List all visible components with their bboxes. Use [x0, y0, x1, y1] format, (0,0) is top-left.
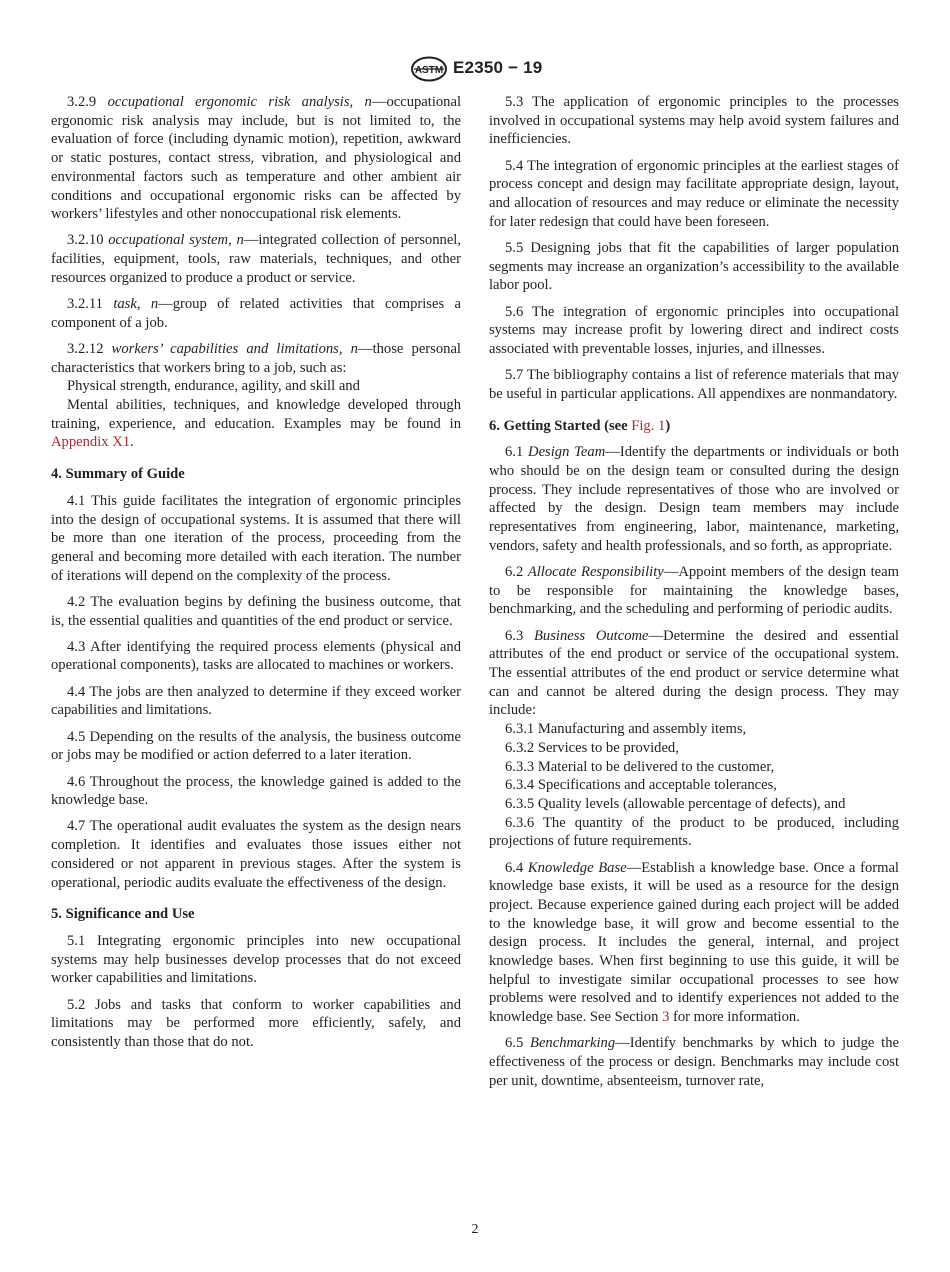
- paragraph-5-2: 5.2 Jobs and tasks that conform to worker capabilities and limitations may be performed more efficiently, safely, and consistently than those that do not.: [51, 996, 461, 1050]
- paragraph-6-1: 6.1 Design Team—Identify the departments or individuals or both who should be on the design team or consulted during the design process. They include representatives of those who are involved or affected by the design. Design team members may include representatives from engineering, labor, maintenance, marketing, vendors, safety and health professionals, and so forth, as appropriate.: [489, 444, 899, 554]
- paragraph-5-6: 5.6 The integration of ergonomic principles into occupational systems may increase profit by lowering direct and indirect costs associated with preventable losses, injuries, and illnesses.: [489, 303, 899, 357]
- paragraph-6-5: 6.5 Benchmarking—Identify benchmarks by which to judge the effectiveness of the process or design. Benchmarks may include cost per unit, downtime, absenteeism, turnover rate,: [489, 1035, 899, 1089]
- svg-text:ASTM: ASTM: [414, 65, 444, 76]
- astm-logo-icon: [410, 56, 448, 82]
- paragraph-5-3: 5.3 The application of ergonomic principles to the processes involved in occupational systems may help avoid system failures and inefficiencies.: [489, 94, 899, 148]
- paragraph-4-3: 4.3 After identifying the required process elements (physical and operational components), tasks are allocated to machines or workers.: [51, 638, 461, 674]
- list-item-6-3-4: 6.3.4 Specifications and acceptable tolerances,: [505, 777, 777, 794]
- page-number: 2: [471, 1222, 479, 1237]
- paragraph-6-2: 6.2 Allocate Responsibility—Appoint members of the design team to be responsible for maintaining the knowledge bases, benchmarking, and the scheduling and performing of periodic audits.: [489, 563, 899, 618]
- definition-3-2-12-item-2: Mental abilities, techniques, and knowledge developed through training, experience, and education. Examples may be found in Appendix X1.: [51, 397, 461, 451]
- list-item-6-3-3: 6.3.3 Material to be delivered to the customer,: [505, 758, 775, 775]
- right-column: [489, 93, 899, 1098]
- appendix-x1-link[interactable]: Appendix X1: [51, 434, 131, 451]
- paragraph-5-4: 5.4 The integration of ergonomic principles at the earliest stages of process concept and design may facilitate appropriate design, layout, and allocation of resources and may reduce or eliminate the necessity for later redesign that could have been foreseen.: [489, 157, 899, 230]
- paragraph-4-6: 4.6 Throughout the process, the knowledge gained is added to the knowledge base.: [51, 773, 461, 809]
- paragraph-4-1: 4.1 This guide facilitates the integration of ergonomic principles into the design of occupational systems. It is assumed that there will be more than one iteration of the process, proceeding from the general and becoming more detailed with each iteration. The number of iterations will depend on the complexity of the process.: [51, 492, 461, 584]
- section-6-heading: 6. Getting Started (see Fig. 1): [489, 417, 671, 434]
- paragraph-6-4: 6.4 Knowledge Base—Establish a knowledge base. Once a formal knowledge base exists, it will be used as a resource for the design project. Because experience gained during each project will be added to the knowledge base, it will grow and become essential to the design process. It includes the general, internal, and project knowledge bases. When first beginning to use this guide, it will be helpful to investigate similar occupational processes to see how problems were resolved and to identify experiences not added to the knowledge base. See Section 3 for more information.: [489, 859, 899, 1026]
- paragraph-4-7: 4.7 The operational audit evaluates the system as the design nears completion. It identifies and evaluates those issues either not considered or not apparent in previous stages. After the system is operational, periodic audits evaluate the effectiveness of the design.: [51, 818, 461, 891]
- paragraph-4-2: 4.2 The evaluation begins by defining the business outcome, that is, the essential qualities and quantities of the end product or service.: [51, 593, 461, 629]
- paragraph-6-3: 6.3 Business Outcome—Determine the desired and essential attributes of the end product or service of the occupational system. The essential attributes of the end product or service determine what can and cannot be altered during the design process. They may include:: [489, 627, 899, 719]
- figure-1-link[interactable]: Fig. 1: [631, 417, 666, 434]
- list-item-6-3-5: 6.3.5 Quality levels (allowable percentage of defects), and: [505, 795, 846, 812]
- paragraph-5-7: 5.7 The bibliography contains a list of reference materials that may be useful in particular applications. All appendixes are nonmandatory.: [489, 367, 899, 402]
- section-4-heading: 4. Summary of Guide: [51, 466, 185, 483]
- paragraph-5-5: 5.5 Designing jobs that fit the capabilities of larger population segments may increase an organization’s accessibility to the available labor pool.: [489, 239, 899, 294]
- document-designation: E2350 − 19: [453, 58, 543, 77]
- definition-3-2-12-item-1: Physical strength, endurance, agility, and skill and: [67, 378, 360, 395]
- paragraph-4-5: 4.5 Depending on the results of the analysis, the business outcome or jobs may be modified or action deferred to a later iteration.: [51, 728, 461, 764]
- definition-3-2-12: 3.2.12 workers’ capabilities and limitations, n—those personal characteristics that workers bring to a job, such as:: [51, 340, 461, 376]
- left-column: [51, 93, 461, 1059]
- section-5-heading: 5. Significance and Use: [51, 906, 195, 923]
- list-item-6-3-1: 6.3.1 Manufacturing and assembly items,: [505, 721, 747, 738]
- definition-3-2-11: 3.2.11 task, n—group of related activities that comprises a component of a job.: [51, 296, 461, 331]
- paragraph-4-4: 4.4 The jobs are then analyzed to determine if they exceed worker capabilities and limitations.: [51, 683, 461, 719]
- paragraph-5-1: 5.1 Integrating ergonomic principles into new occupational systems may help businesses develop processes that do not exceed worker capabilities and limitations.: [51, 932, 461, 987]
- list-item-6-3-6: 6.3.6 The quantity of the product to be produced, including projections of future requirements.: [489, 814, 899, 850]
- definition-3-2-9: 3.2.9 occupational ergonomic risk analysis, n—occupational ergonomic risk analysis may include, but is not limited to, the evaluation of force (including dynamic motion), repetition, awkward or static postures, contact stress, vibration, and physiological and environmental factors such as temperature and other ambient air conditions and occupational ergonomic risks can be affected by workers’ lifestyles and other nonoccupational risk elements.: [51, 94, 461, 223]
- section-3-link[interactable]: 3: [662, 1009, 670, 1026]
- list-item-6-3-2: 6.3.2 Services to be provided,: [505, 739, 679, 756]
- page-header: [0, 56, 950, 86]
- definition-3-2-10: 3.2.10 occupational system, n—integrated collection of personnel, facilities, equipment, tools, raw materials, techniques, and other resources organized to produce a product or service.: [51, 232, 461, 286]
